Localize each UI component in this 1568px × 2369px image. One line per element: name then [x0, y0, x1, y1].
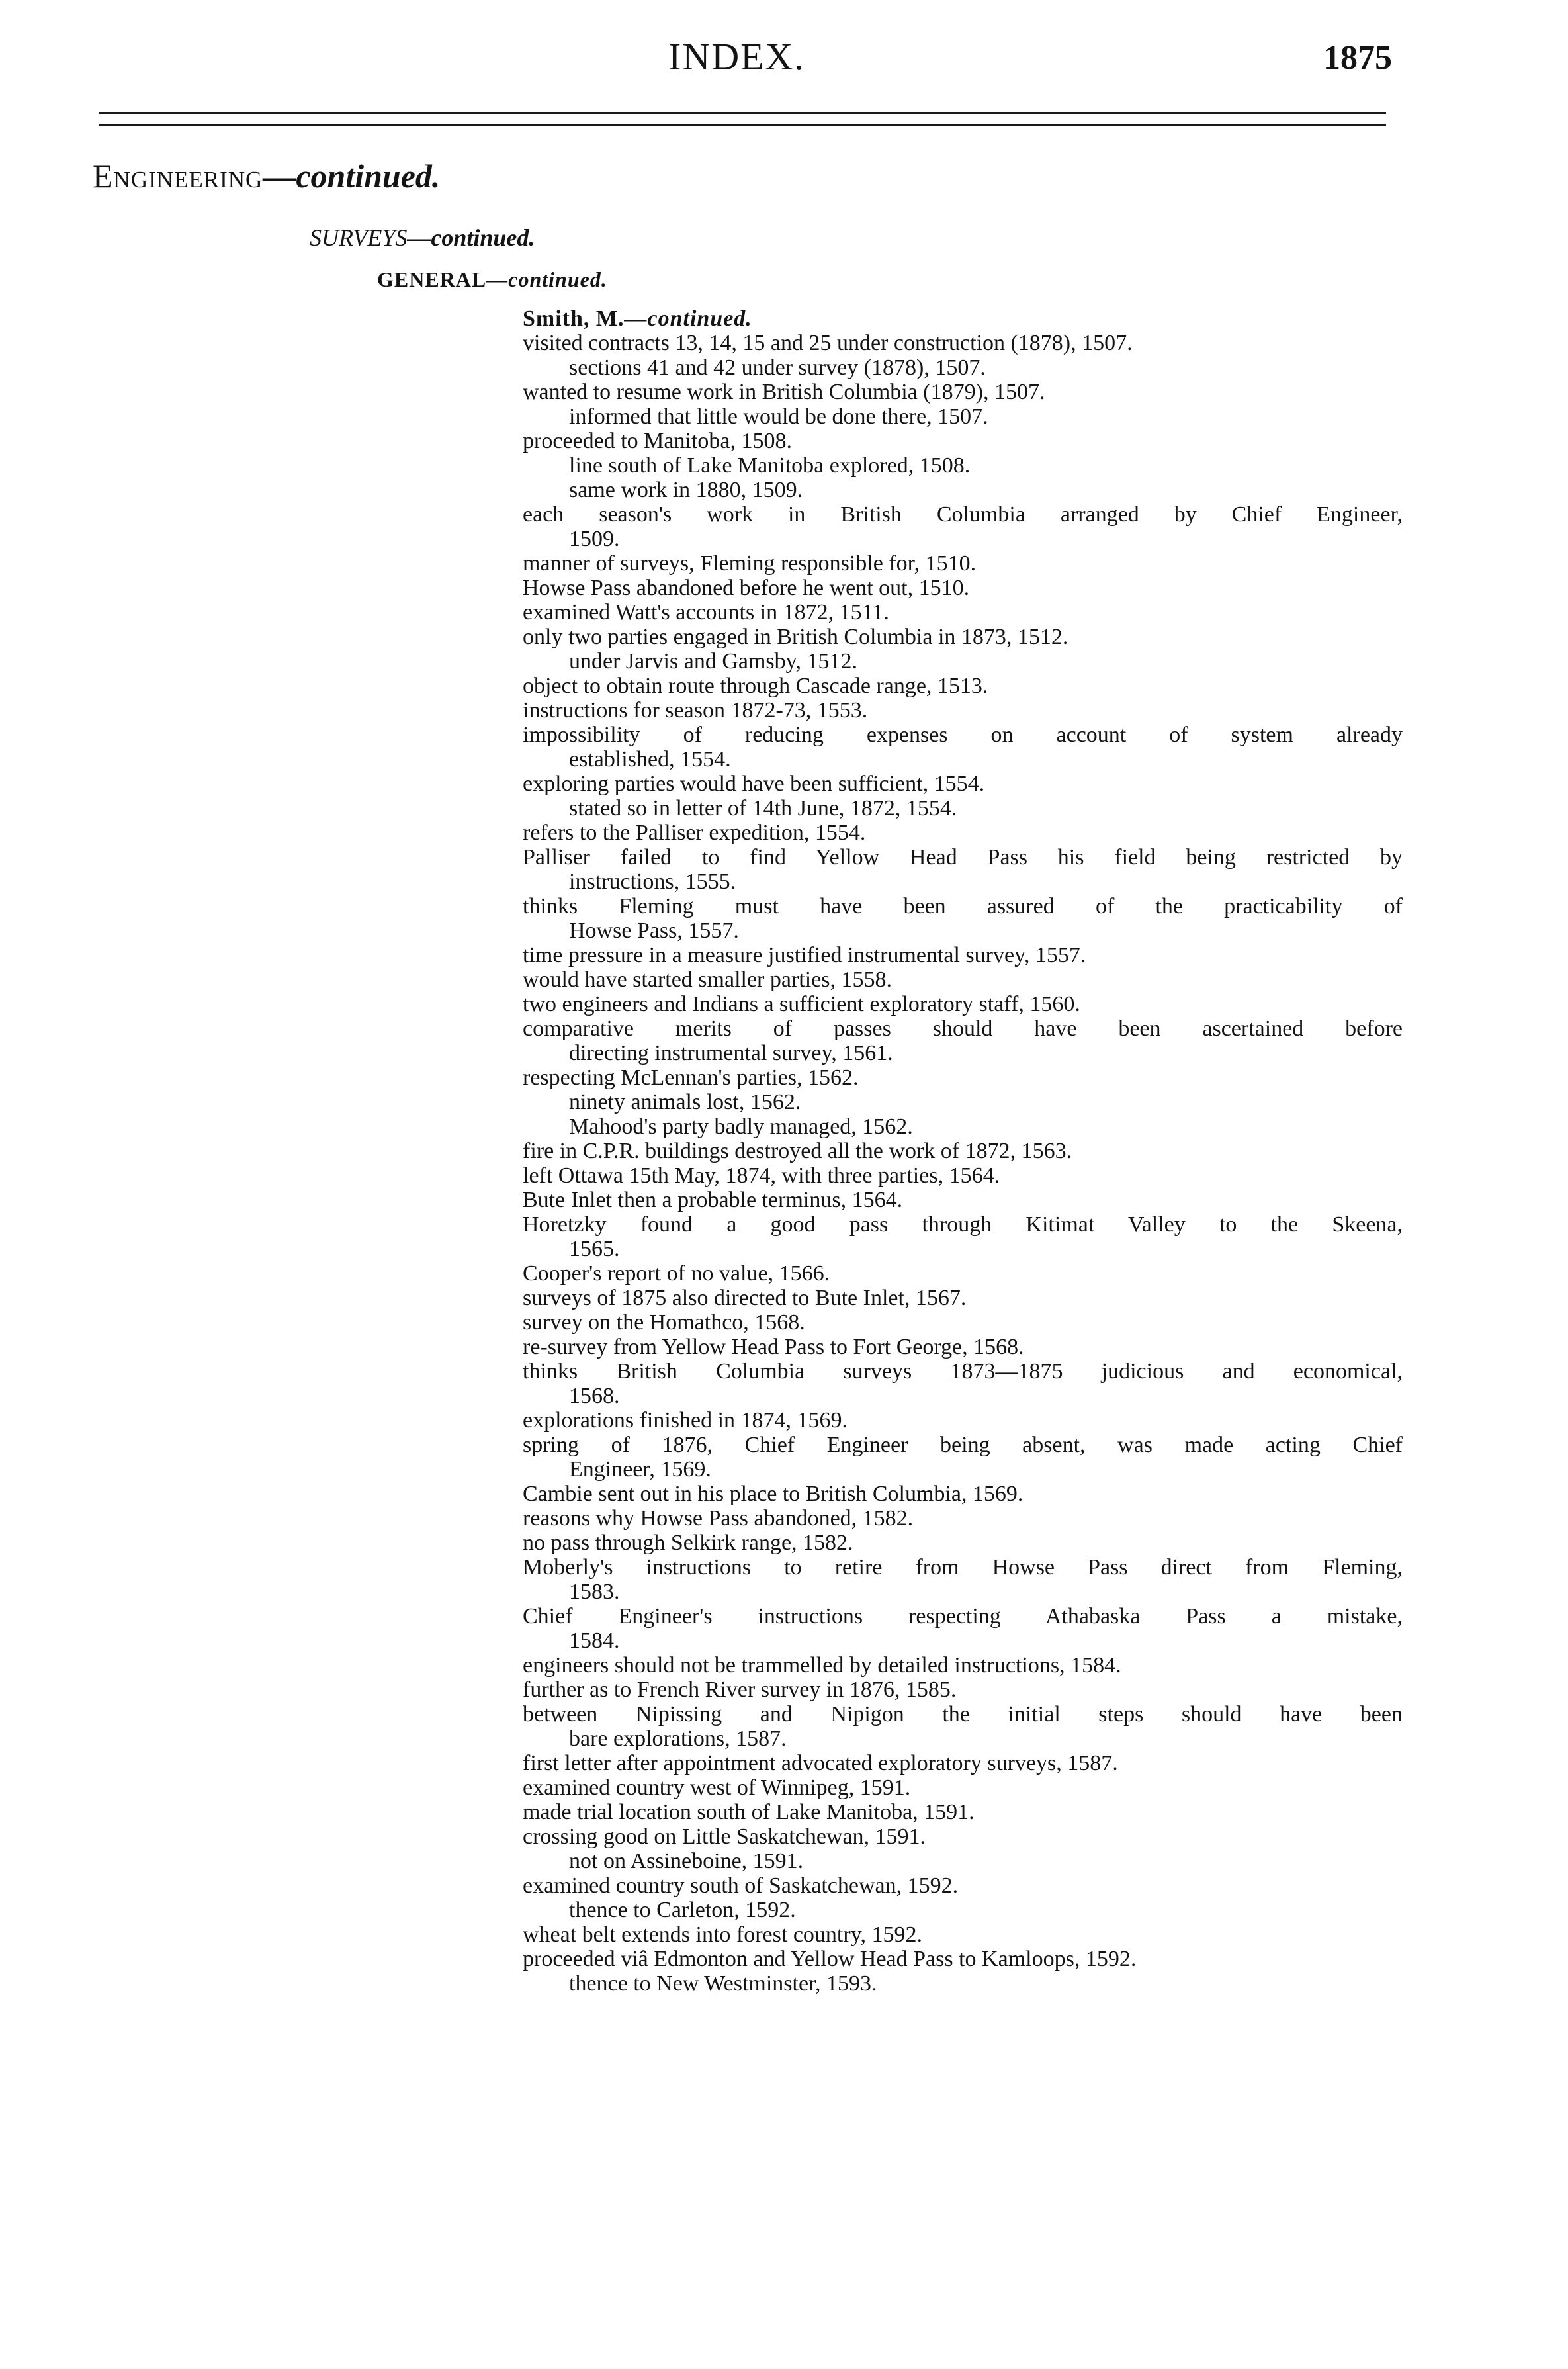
entry-name-continued: —continued. [624, 306, 752, 331]
index-line: instructions for season 1872-73, 1553. [523, 698, 868, 723]
subsubsection-heading-continued: —continued. [486, 267, 607, 291]
subsubsection-heading [377, 267, 607, 292]
index-line: wanted to resume work in British Columbia (1879), 1507. [523, 380, 1045, 404]
index-line: Horetzky found a good pass through Kitimat Valley to the Skeena, [523, 1212, 1403, 1237]
index-line: thence to New Westminster, 1593. [569, 1971, 877, 1996]
index-line: Howse Pass, 1557. [569, 918, 739, 943]
index-line: Mahood's party badly managed, 1562. [569, 1114, 913, 1139]
index-line: spring of 1876, Chief Engineer being absent, was made acting Chief [523, 1433, 1403, 1457]
index-line: between Nipissing and Nipigon the initial steps should have been [523, 1702, 1403, 1726]
index-line: bare explorations, 1587. [569, 1726, 787, 1751]
index-line: fire in C.P.R. buildings destroyed all the work of 1872, 1563. [523, 1139, 1072, 1163]
header-rule-bottom [99, 124, 1386, 126]
index-line: refers to the Palliser expedition, 1554. [523, 821, 866, 845]
index-line: line south of Lake Manitoba explored, 1508. [569, 453, 971, 478]
index-line: re-survey from Yellow Head Pass to Fort George, 1568. [523, 1335, 1024, 1359]
index-line: under Jarvis and Gamsby, 1512. [569, 649, 857, 674]
index-line: sections 41 and 42 under survey (1878), 1507. [569, 355, 986, 380]
index-line: time pressure in a measure justified instrumental survey, 1557. [523, 943, 1086, 967]
page-header-title: INDEX. [668, 35, 805, 78]
subsubsection-heading-label: GENERAL [377, 267, 487, 291]
index-line: survey on the Homathco, 1568. [523, 1310, 805, 1335]
index-line: engineers should not be trammelled by detailed instructions, 1584. [523, 1653, 1121, 1677]
index-line: only two parties engaged in British Columbia in 1873, 1512. [523, 625, 1068, 649]
index-line: Chief Engineer's instructions respecting Athabaska Pass a mistake, [523, 1604, 1403, 1629]
index-line: left Ottawa 15th May, 1874, with three parties, 1564. [523, 1163, 1000, 1188]
index-line: not on Assineboine, 1591. [569, 1849, 804, 1873]
subsection-heading-continued: —continued. [407, 224, 535, 251]
index-line: instructions, 1555. [569, 870, 736, 894]
index-line: visited contracts 13, 14, 15 and 25 under construction (1878), 1507. [523, 331, 1133, 355]
index-line: wheat belt extends into forest country, 1592. [523, 1922, 922, 1947]
index-line: Cooper's report of no value, 1566. [523, 1261, 830, 1286]
index-line: explorations finished in 1874, 1569. [523, 1408, 848, 1433]
entry-name-label: Smith, M. [523, 306, 625, 331]
index-line: 1583. [569, 1580, 620, 1604]
page-number: 1875 [1323, 39, 1392, 77]
index-line: ninety animals lost, 1562. [569, 1090, 801, 1114]
index-line: made trial location south of Lake Manitoba, 1591. [523, 1800, 975, 1824]
index-line: thence to Carleton, 1592. [569, 1898, 796, 1922]
index-line: 1568. [569, 1384, 620, 1408]
index-line: Howse Pass abandoned before he went out, 1510. [523, 576, 970, 600]
index-line: Engineer, 1569. [569, 1457, 711, 1482]
index-line: Cambie sent out in his place to British Columbia, 1569. [523, 1482, 1024, 1506]
index-line: two engineers and Indians a sufficient exploratory staff, 1560. [523, 992, 1080, 1016]
section-heading [93, 157, 440, 195]
index-line: no pass through Selkirk range, 1582. [523, 1531, 853, 1555]
index-line: comparative merits of passes should have been ascertained before [523, 1016, 1403, 1041]
index-line: thinks Fleming must have been assured of the practicability of [523, 894, 1403, 918]
subsection-heading [310, 224, 535, 251]
index-line: respecting McLennan's parties, 1562. [523, 1065, 859, 1090]
index-line: manner of surveys, Fleming responsible for, 1510. [523, 551, 977, 576]
index-line: 1584. [569, 1629, 620, 1653]
index-line: examined country west of Winnipeg, 1591. [523, 1775, 911, 1800]
index-line: 1565. [569, 1237, 620, 1261]
index-line: crossing good on Little Saskatchewan, 1591. [523, 1824, 926, 1849]
index-line: established, 1554. [569, 747, 731, 772]
index-line: reasons why Howse Pass abandoned, 1582. [523, 1506, 914, 1531]
index-line: informed that little would be done there, 1507. [569, 404, 988, 429]
index-line: proceeded to Manitoba, 1508. [523, 429, 792, 453]
entry-name [523, 308, 1403, 330]
index-line: examined country south of Saskatchewan, 1592. [523, 1873, 959, 1898]
index-line: stated so in letter of 14th June, 1872, 1554. [569, 796, 957, 821]
index-line: 1509. [569, 527, 620, 551]
index-line: proceeded viâ Edmonton and Yellow Head Pass to Kamloops, 1592. [523, 1947, 1137, 1971]
index-entries [523, 308, 1403, 1997]
index-line: thinks British Columbia surveys 1873—1875 judicious and economical, [523, 1359, 1403, 1384]
index-line: examined Watt's accounts in 1872, 1511. [523, 600, 889, 625]
section-heading-continued: —continued. [263, 157, 441, 195]
index-line: would have started smaller parties, 1558. [523, 967, 893, 992]
index-line: first letter after appointment advocated exploratory surveys, 1587. [523, 1751, 1118, 1775]
index-line: each season's work in British Columbia arranged by Chief Engineer, [523, 502, 1403, 527]
index-line: Moberly's instructions to retire from Howse Pass direct from Fleming, [523, 1555, 1403, 1580]
index-line: further as to French River survey in 1876, 1585. [523, 1677, 957, 1702]
index-line: object to obtain route through Cascade range, 1513. [523, 674, 988, 698]
index-line: same work in 1880, 1509. [569, 478, 803, 502]
subsection-heading-label: SURVEYS [310, 224, 408, 251]
header-rule-top [99, 112, 1386, 114]
index-line: exploring parties would have been sufficient, 1554. [523, 772, 985, 796]
index-line: directing instrumental survey, 1561. [569, 1041, 893, 1065]
index-line: surveys of 1875 also directed to Bute Inlet, 1567. [523, 1286, 967, 1310]
section-heading-label: Engineering [93, 157, 263, 195]
index-line: impossibility of reducing expenses on account of system already [523, 723, 1403, 747]
index-line: Bute Inlet then a probable terminus, 1564. [523, 1188, 903, 1212]
index-line: Palliser failed to find Yellow Head Pass his field being restricted by [523, 845, 1403, 870]
